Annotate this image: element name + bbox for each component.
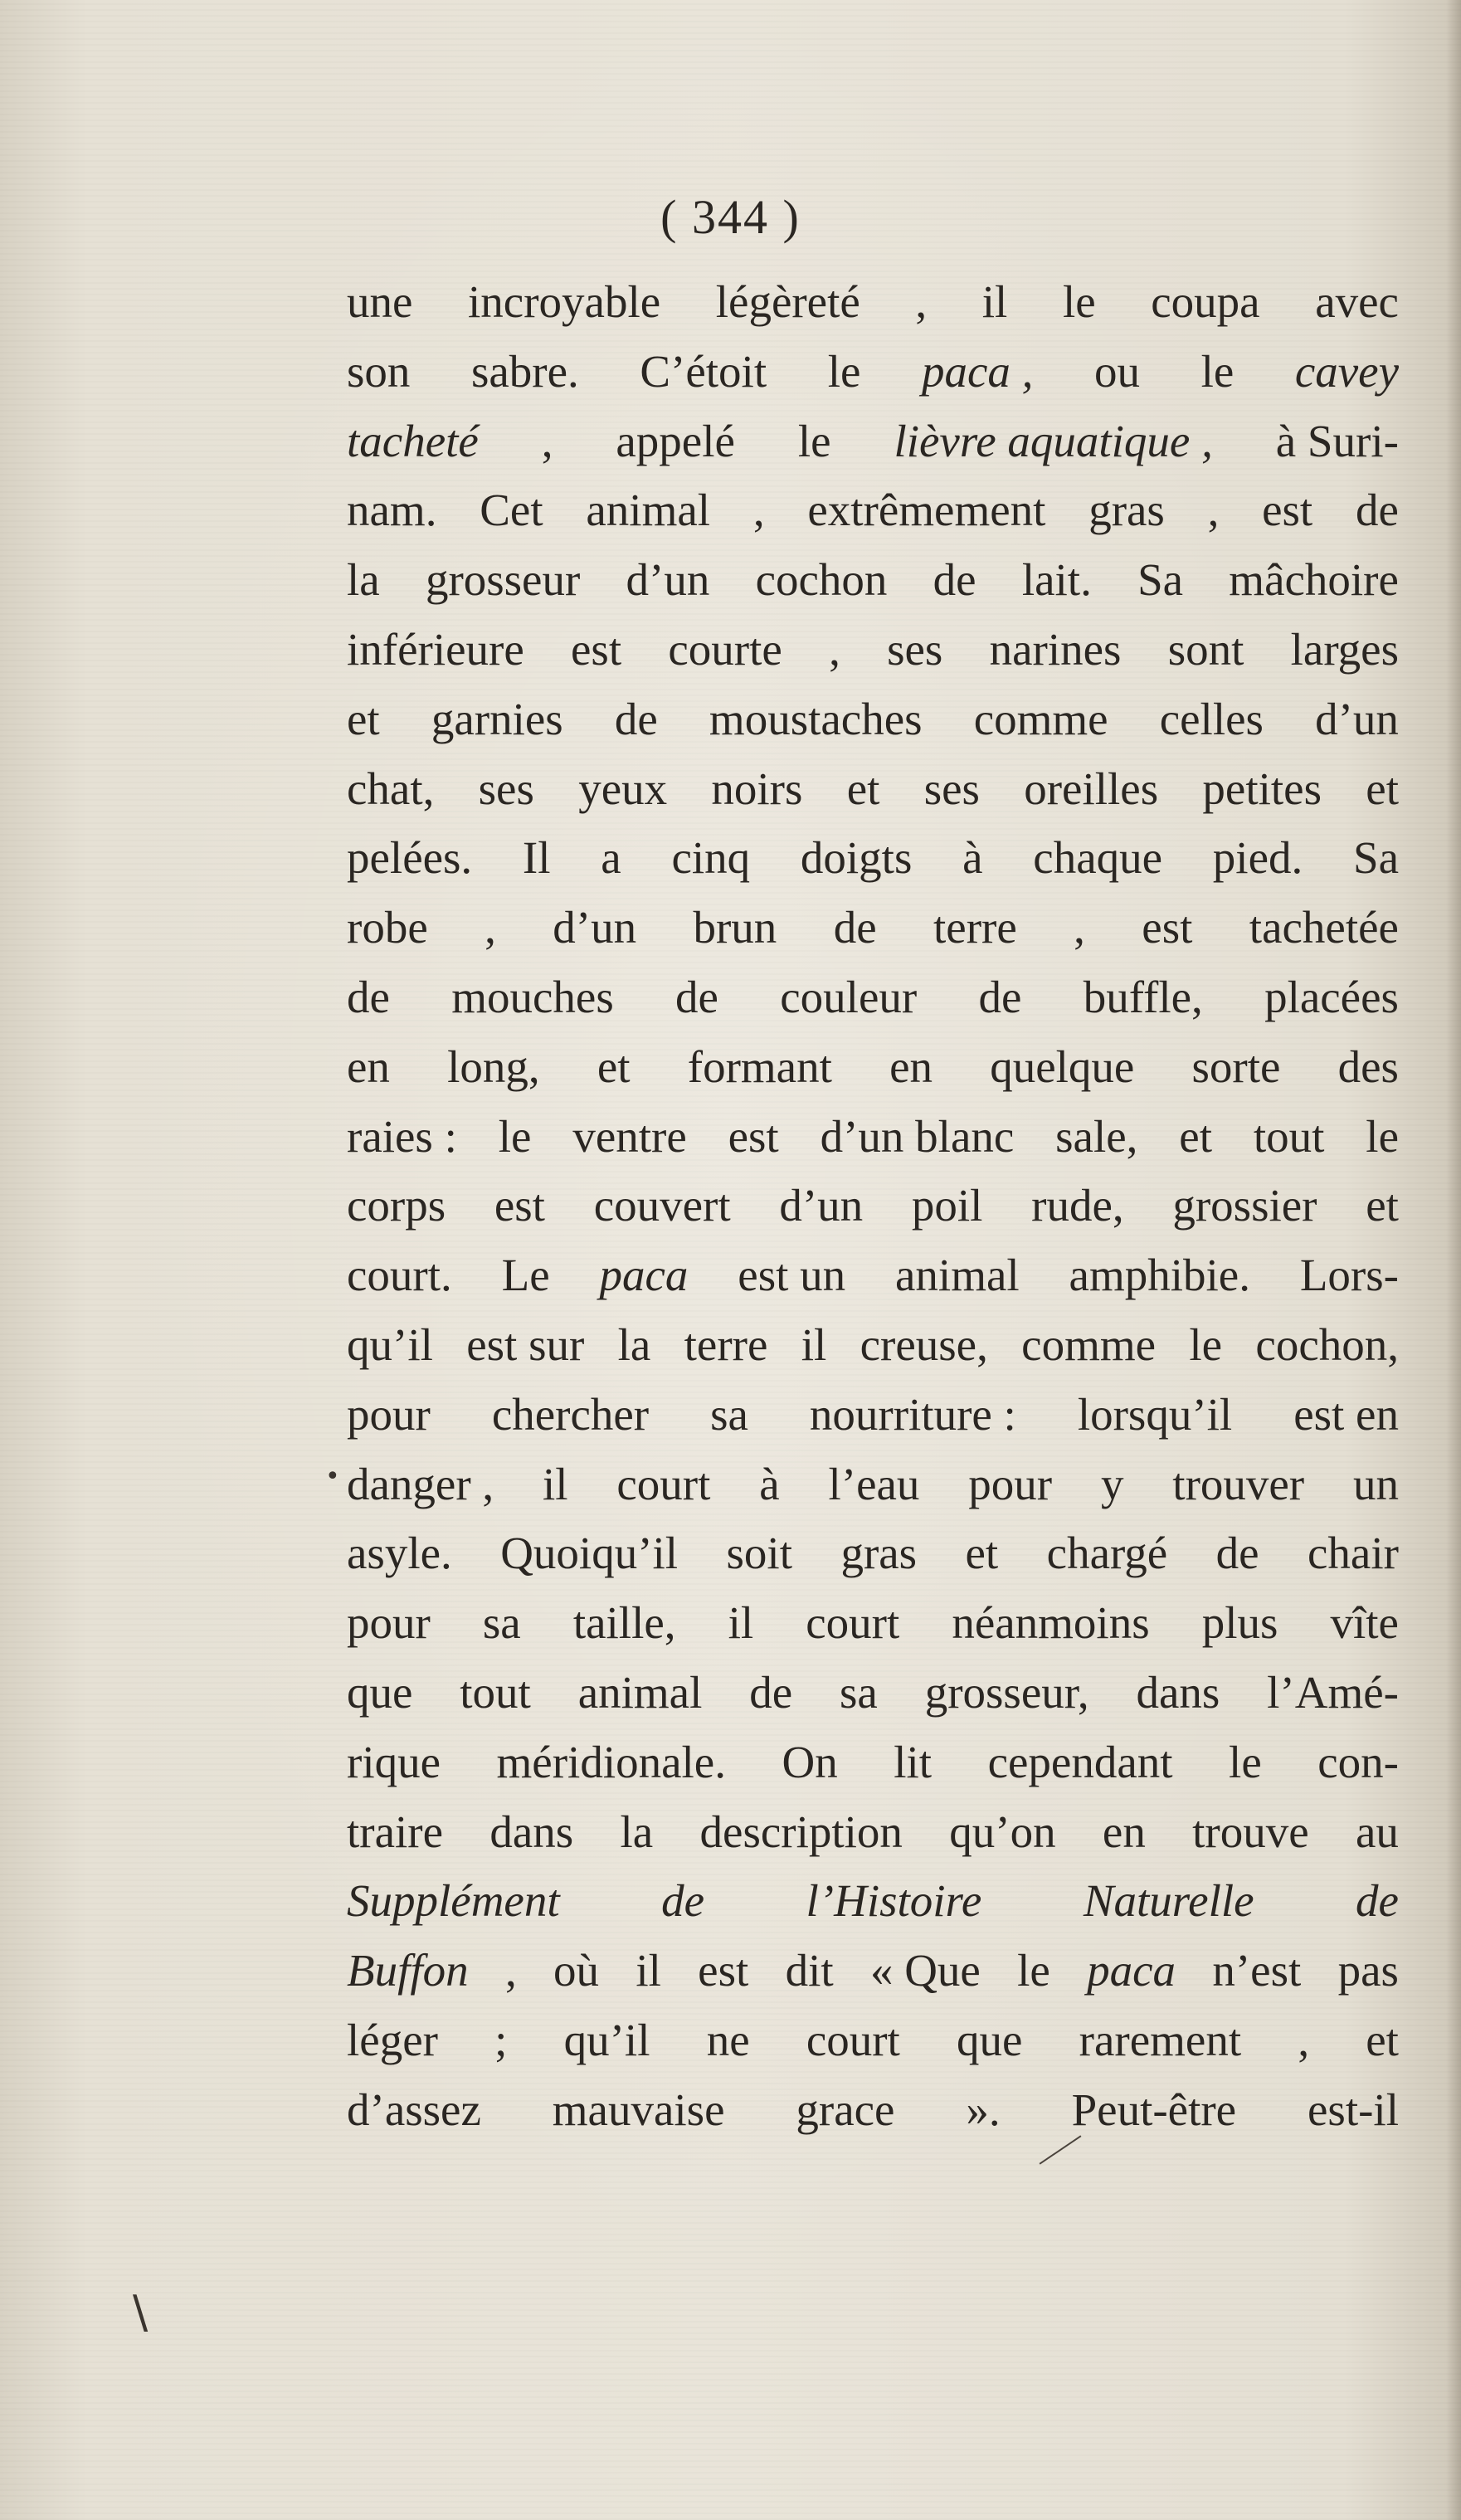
word: mouches <box>451 971 614 1022</box>
word: de <box>833 902 877 953</box>
word: petites <box>1202 763 1322 814</box>
word: trouver <box>1172 1458 1305 1509</box>
word: tacheté <box>347 415 479 466</box>
word: en <box>347 1041 390 1092</box>
word: et <box>1366 763 1399 814</box>
word: , <box>1074 902 1085 953</box>
word: oreilles <box>1024 763 1159 814</box>
word: larges <box>1290 623 1399 675</box>
word: à <box>759 1458 780 1509</box>
word: cependant <box>987 1736 1173 1787</box>
text-line <box>347 2006 1399 2075</box>
word: tout <box>460 1666 531 1718</box>
word: comme <box>973 693 1108 744</box>
word: grossier <box>1172 1180 1317 1231</box>
word: nourriture : <box>809 1388 1016 1440</box>
word: formant <box>687 1041 832 1092</box>
word: la <box>347 554 380 606</box>
word: soit <box>726 1528 792 1579</box>
word: creuse, <box>860 1318 988 1370</box>
word: à <box>962 832 983 884</box>
word: des <box>1337 1041 1399 1092</box>
word: légèreté <box>715 276 860 327</box>
word: et <box>597 1041 631 1092</box>
word: yeux <box>578 763 668 814</box>
word: gras <box>840 1528 918 1579</box>
word: robe <box>347 902 428 953</box>
word: Quoiqu’il <box>500 1528 679 1579</box>
word: ne <box>706 2014 750 2065</box>
text-line <box>347 1241 1399 1310</box>
word: court <box>616 1458 711 1509</box>
word: cochon <box>755 554 888 606</box>
word: de <box>1215 1528 1259 1579</box>
word: grosseur <box>425 554 581 606</box>
word: court <box>806 1597 900 1649</box>
word: pied. <box>1212 832 1303 884</box>
word: narines <box>989 623 1122 675</box>
word: pour <box>968 1458 1053 1509</box>
text-line <box>347 1936 1399 2006</box>
word: rarement <box>1079 2014 1242 2065</box>
word: Buffon <box>347 1945 469 1996</box>
word: de <box>749 1666 793 1718</box>
word: grace <box>796 2084 895 2135</box>
word: Peut-être <box>1071 2084 1237 2135</box>
word: et <box>1366 2014 1399 2065</box>
word: est-il <box>1308 2084 1399 2135</box>
text-line <box>347 1450 1399 1519</box>
word: il <box>636 1945 661 1996</box>
word: ». <box>966 2084 1001 2135</box>
text-line <box>347 1588 1399 1658</box>
word: taille, <box>572 1597 676 1649</box>
word: la <box>620 1806 654 1857</box>
word: le <box>1189 1318 1223 1370</box>
word: chat, <box>347 763 435 814</box>
word: cinq <box>671 832 751 884</box>
word: tachetée <box>1249 902 1399 953</box>
word: celles <box>1159 693 1264 744</box>
word: long, <box>447 1041 540 1092</box>
word: le <box>498 1110 532 1162</box>
word: néanmoins <box>952 1597 1150 1649</box>
word: son <box>347 345 411 397</box>
word: de <box>1356 1875 1399 1927</box>
word: méridionale. <box>496 1736 726 1787</box>
word: mâchoire <box>1229 554 1399 606</box>
word: qu’on <box>949 1806 1056 1857</box>
word: rique <box>347 1736 441 1787</box>
word: est <box>1262 485 1313 536</box>
word: sa <box>710 1388 748 1440</box>
word: qu’il <box>563 2014 650 2065</box>
word: ; <box>494 2014 508 2065</box>
word: paca , <box>921 345 1034 397</box>
word: lait. <box>1021 554 1092 606</box>
word: buffle, <box>1083 971 1203 1022</box>
word: , <box>541 415 553 466</box>
word: et <box>965 1528 999 1579</box>
text-line <box>347 407 1399 476</box>
word: amphibie. <box>1069 1250 1250 1301</box>
word: ventre <box>572 1110 687 1162</box>
word: de <box>1355 485 1399 536</box>
word: il <box>981 276 1008 327</box>
word: pelées. <box>347 832 473 884</box>
word: de <box>675 971 718 1022</box>
word: On <box>782 1736 838 1787</box>
word: Supplément <box>347 1875 560 1927</box>
word: Sa <box>1353 832 1399 884</box>
word: d’un <box>553 902 637 953</box>
word: comme <box>1021 1318 1157 1370</box>
word: couleur <box>780 971 918 1022</box>
word: léger <box>347 2014 438 2065</box>
word: description <box>699 1806 903 1857</box>
page-edge-shadow <box>1446 0 1461 2520</box>
word: sabre. <box>470 345 579 397</box>
word: une <box>347 276 413 327</box>
word: l’Histoire <box>806 1875 982 1927</box>
word: asyle. <box>347 1528 452 1579</box>
word: le <box>1200 345 1235 397</box>
word: que <box>957 2014 1023 2065</box>
word: le <box>1229 1736 1262 1787</box>
word: , <box>1298 2014 1310 2065</box>
pencil-backslash-mark: \ <box>133 2286 149 2338</box>
word: Cet <box>480 485 543 536</box>
word: nam. <box>347 485 437 536</box>
word: avec <box>1315 276 1399 327</box>
word: gras <box>1088 485 1165 536</box>
word: dit <box>785 1945 834 1996</box>
text-line <box>347 1797 1399 1867</box>
word: terre <box>933 902 1017 953</box>
word: est <box>494 1180 545 1231</box>
word: garnies <box>431 693 563 744</box>
word: quelque <box>990 1041 1135 1092</box>
word: en <box>889 1041 933 1092</box>
word: courte <box>668 623 782 675</box>
word: Sa <box>1137 554 1184 606</box>
word: lit <box>894 1736 933 1787</box>
word: rude, <box>1031 1180 1124 1231</box>
word: chargé <box>1046 1528 1168 1579</box>
word: de <box>933 554 976 606</box>
word: de <box>614 693 658 744</box>
word: plus <box>1201 1597 1278 1649</box>
word: doigts <box>800 832 913 884</box>
word: un <box>1352 1458 1399 1509</box>
word: tout <box>1253 1110 1325 1162</box>
ink-dot-mark: • <box>325 1462 340 1491</box>
word: n’est <box>1212 1945 1302 1996</box>
word: d’un <box>626 554 710 606</box>
word: y <box>1100 1458 1124 1509</box>
word: qu’il <box>347 1318 433 1370</box>
word: est <box>698 1945 749 1996</box>
word: mauvaise <box>552 2084 725 2135</box>
word: ses <box>887 623 943 675</box>
word: animal <box>895 1250 1020 1301</box>
text-line <box>347 1310 1399 1380</box>
word: grosseur, <box>924 1666 1089 1718</box>
word: le <box>1062 276 1096 327</box>
word: est en <box>1293 1388 1399 1440</box>
text-line <box>347 1658 1399 1728</box>
word: chair <box>1308 1528 1399 1579</box>
word: chaque <box>1033 832 1163 884</box>
word: moustaches <box>709 693 923 744</box>
word: corps <box>347 1180 446 1231</box>
word: est sur <box>466 1318 585 1370</box>
word: , <box>1207 485 1220 536</box>
word: C’étoit <box>640 345 767 397</box>
word: est <box>728 1110 779 1162</box>
word: sa <box>840 1666 878 1718</box>
text-line <box>347 267 1399 337</box>
word: de <box>347 971 390 1022</box>
word: noirs <box>711 763 803 814</box>
word: le <box>1366 1110 1399 1162</box>
text-line <box>347 475 1399 545</box>
word: de <box>978 971 1022 1022</box>
word: d’un <box>1315 693 1399 744</box>
word: dans <box>489 1806 574 1857</box>
word: cavey <box>1294 345 1399 397</box>
word: l’eau <box>828 1458 920 1509</box>
word: il <box>801 1318 827 1370</box>
text-line <box>347 1102 1399 1172</box>
word: et <box>846 763 880 814</box>
word: con- <box>1317 1736 1399 1787</box>
word: court. <box>347 1250 452 1301</box>
word: de <box>661 1875 705 1927</box>
word: paca <box>1087 1945 1176 1996</box>
word: appelé <box>616 415 735 466</box>
word: terre <box>684 1318 768 1370</box>
word: sont <box>1167 623 1244 675</box>
word: coupa <box>1151 276 1260 327</box>
word: Lors- <box>1299 1250 1399 1301</box>
word: animal <box>586 485 711 536</box>
word: que <box>347 1666 413 1718</box>
text-line <box>347 1728 1399 1797</box>
word: pour <box>347 1388 431 1440</box>
text-line <box>347 545 1399 615</box>
word: le <box>1017 1945 1050 1996</box>
word: paca <box>599 1250 689 1301</box>
word: brun <box>693 902 777 953</box>
text-line <box>347 1380 1399 1450</box>
text-line <box>347 337 1399 407</box>
word: court <box>806 2014 900 2065</box>
word: couvert <box>593 1180 731 1231</box>
word: danger , <box>347 1458 494 1509</box>
word: poil <box>911 1180 983 1231</box>
word: , <box>485 902 496 953</box>
word: , <box>752 485 765 536</box>
word: et <box>347 693 380 744</box>
word: , <box>915 276 928 327</box>
word: est <box>1142 902 1193 953</box>
word: vîte <box>1330 1597 1399 1649</box>
text-line <box>347 1518 1399 1588</box>
word: au <box>1356 1806 1399 1857</box>
word: chercher <box>491 1388 650 1440</box>
word: est un <box>738 1250 846 1301</box>
word: incroyable <box>468 276 661 327</box>
word: pas <box>1337 1945 1399 1996</box>
word: ses <box>923 763 980 814</box>
word: la <box>617 1318 651 1370</box>
word: et <box>1366 1180 1399 1231</box>
word: inférieure <box>347 623 524 675</box>
word: Naturelle <box>1083 1875 1254 1927</box>
word: placées <box>1264 971 1399 1022</box>
word: raies : <box>347 1110 457 1162</box>
word: animal <box>577 1666 703 1718</box>
text-line <box>347 754 1399 824</box>
page-number: ( 344 ) <box>660 190 801 244</box>
word: , <box>829 623 840 675</box>
word: « Que <box>869 1945 981 1996</box>
word: pour <box>347 1597 431 1649</box>
word: où <box>553 1945 600 1996</box>
word: sa <box>482 1597 521 1649</box>
word: Le <box>501 1250 550 1301</box>
text-line <box>347 2075 1399 2145</box>
word: et <box>1179 1110 1212 1162</box>
text-line <box>347 963 1399 1032</box>
word: il <box>728 1597 754 1649</box>
text-line <box>347 823 1399 893</box>
text-line <box>347 615 1399 685</box>
word: à Suri- <box>1275 415 1399 466</box>
word: sorte <box>1191 1041 1281 1092</box>
word: est <box>571 623 622 675</box>
word: l’Amé- <box>1267 1666 1399 1718</box>
word: dans <box>1136 1666 1220 1718</box>
word: trouve <box>1192 1806 1309 1857</box>
text-line <box>347 1866 1399 1936</box>
word: ou <box>1093 345 1140 397</box>
word: d’assez <box>347 2084 481 2135</box>
text-line <box>347 1032 1399 1102</box>
body-text <box>347 267 1399 2145</box>
word: cochon, <box>1255 1318 1399 1370</box>
word: d’un blanc <box>820 1110 1015 1162</box>
text-line <box>347 685 1399 754</box>
text-line <box>347 893 1399 963</box>
word: lièvre aquatique , <box>894 415 1213 466</box>
word: extrêmement <box>807 485 1046 536</box>
word: sale, <box>1055 1110 1138 1162</box>
word: traire <box>347 1806 444 1857</box>
word: lorsqu’il <box>1077 1388 1233 1440</box>
word: il <box>542 1458 568 1509</box>
word: , <box>504 1945 517 1996</box>
word: en <box>1102 1806 1146 1857</box>
text-line <box>347 1171 1399 1241</box>
word: a <box>601 832 621 884</box>
word: d’un <box>779 1180 864 1231</box>
word: le <box>827 345 861 397</box>
word: le <box>797 415 831 466</box>
word: ses <box>478 763 534 814</box>
word: Il <box>522 832 551 884</box>
